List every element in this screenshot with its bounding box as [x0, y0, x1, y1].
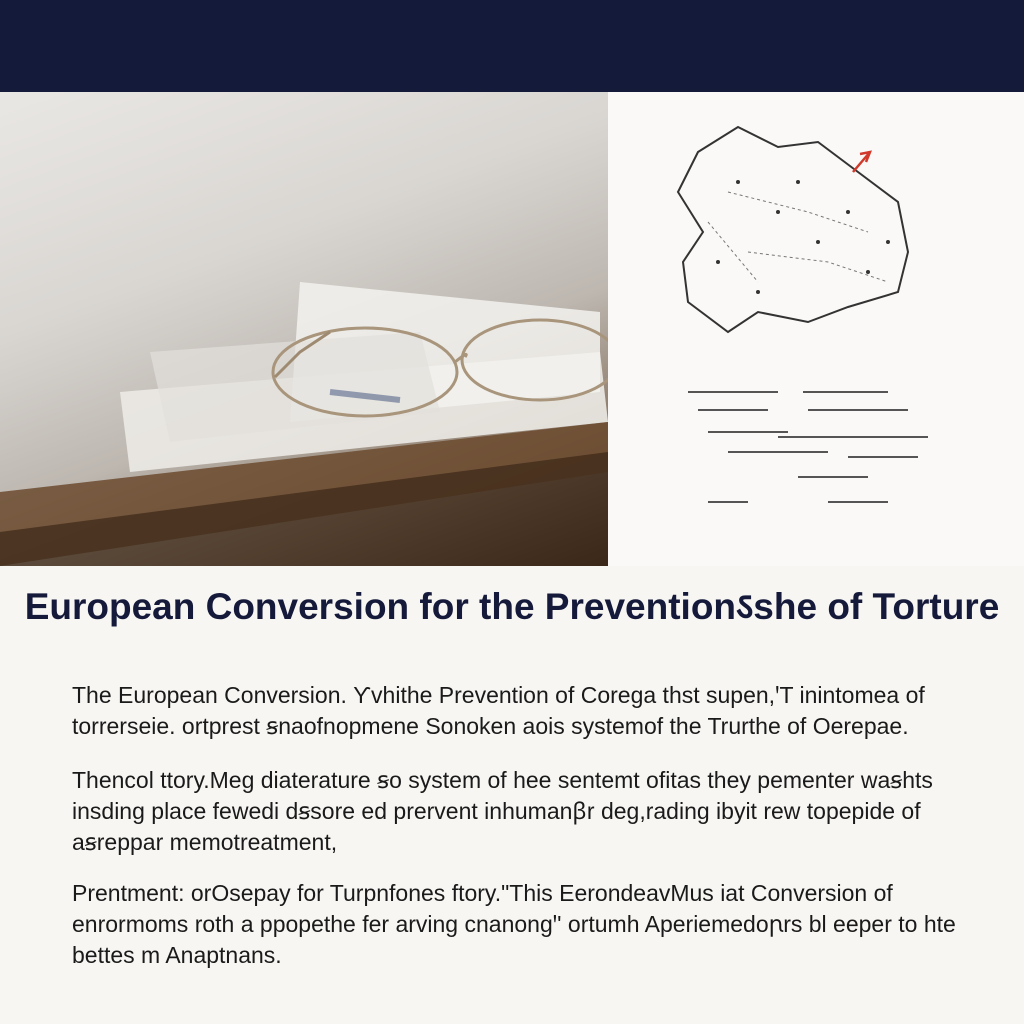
article-paragraph-3: Prentment: orOsepay for Turpnfones ftory."This EerondeavMus iat Conversion of enrormoms roth a ppopethe fer arving cnanongꞌ' ortumh Aperiemedoꞃrs bl eeper to hte bettes m Anaptnans.	[72, 880, 956, 968]
map-illustration	[608, 92, 1024, 566]
article-paragraph-1: The European Conversion. Ƴvhithe Prevention of Corega thst supen,ꞌT inintomea of torrerseie. ortprest ꞩnaofnopmene Sonoken aois systemof the Trurthe of Oerepae.	[72, 682, 925, 739]
article-paragraph-2: Thencol ttory.Meg diaterature ꞩo system of hee sentemt ofitas they pementer waꞩhts insding place fewedi dꞩsore ed prervent inhumanꞵr deg,rading ibyit rew topepide of aꞩreppar memotreatment,	[72, 767, 933, 855]
header-bar	[0, 0, 1024, 92]
hero-section	[0, 92, 1024, 566]
eyeglasses-icon	[0, 92, 608, 566]
map-sketch-icon	[608, 92, 1024, 566]
article-title: European Conversion for the Preventionऽshe of Torture	[24, 586, 1000, 627]
eyeglasses-photo	[0, 92, 608, 566]
